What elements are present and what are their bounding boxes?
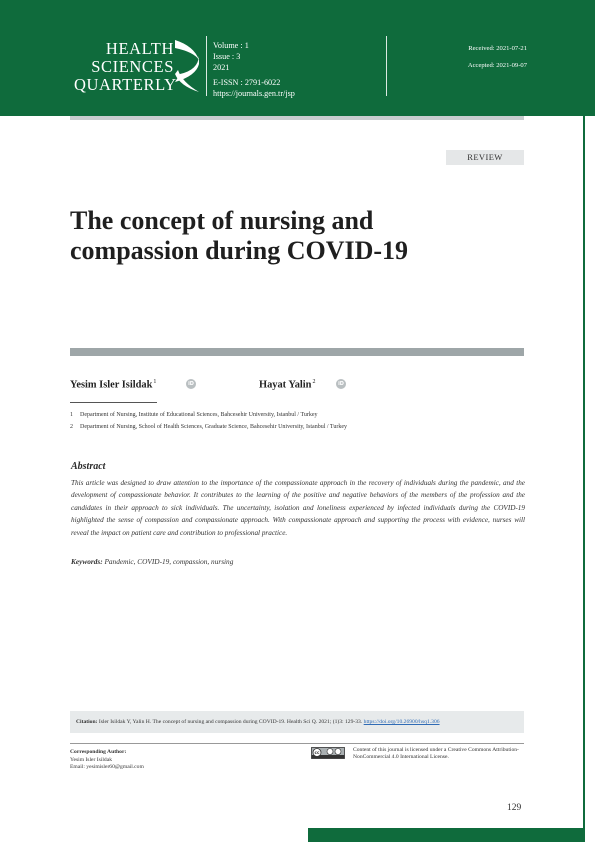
orcid-icon[interactable]: iD xyxy=(336,379,346,389)
article-type-badge: REVIEW xyxy=(446,150,524,165)
orcid-icon[interactable]: iD xyxy=(186,379,196,389)
citation-text: Isler Isildak Y, Yalin H. The concept of nursing and compassion during COVID-19. Health Sci Q. 2021; (1)3: 129-33. xyxy=(98,719,363,725)
journal-url[interactable]: https://journals.gen.tr/jsp xyxy=(213,89,295,98)
cc-by-nc-icon[interactable] xyxy=(311,747,345,759)
corresponding-author xyxy=(70,749,144,772)
corresponding-author-label: Corresponding Author: xyxy=(70,749,127,755)
author-1-name: Yesim Isler Isildak xyxy=(70,379,153,391)
abstract-heading: Abstract xyxy=(71,461,106,472)
logo-line-2: SCIENCES xyxy=(91,57,174,76)
volume-label: Volume : 1 xyxy=(213,41,249,50)
license-text: Content of this journal is licensed under a Creative Commons Attribution-NonCommercial 4.0 International License. xyxy=(353,747,519,760)
affiliation-1-number: 1 xyxy=(70,412,73,418)
corresponding-author-name: Yesim Isler Isildak xyxy=(70,756,113,763)
citation-box xyxy=(70,711,524,733)
header-rule xyxy=(70,116,524,120)
logo-line-3: QUARTERLY xyxy=(74,75,177,94)
affiliation-2-number: 2 xyxy=(70,424,73,430)
affiliation-1-text: Department of Nursing, Institute of Educational Sciences, Bahcesehir University, Istanbul / Turkey xyxy=(80,412,318,418)
footer-rule xyxy=(70,743,524,744)
article-dates xyxy=(468,40,527,74)
footer-green-bar xyxy=(308,828,585,842)
svg-text:cc: cc xyxy=(314,750,320,756)
affiliation-2-text: Department of Nursing, School of Health Sciences, Graduate Science, Bahcesehir University, Istanbul / Turkey xyxy=(80,424,348,430)
accepted-date: Accepted: 2021-09-07 xyxy=(467,62,527,69)
keywords-text: Pandemic, COVID-19, compassion, nursing xyxy=(104,557,234,566)
affiliation-2 xyxy=(70,424,347,430)
year-label: 2021 xyxy=(213,63,230,72)
author-2-name: Hayat Yalin xyxy=(259,379,312,391)
author-2-affiliation-mark: 2 xyxy=(312,379,316,385)
corresponding-author-email[interactable]: Email: yesimisler60@gmail.com xyxy=(70,764,144,770)
author-1-affiliation-mark: 1 xyxy=(153,379,157,385)
journal-logo-text xyxy=(74,39,177,94)
keywords xyxy=(71,557,233,566)
journal-logo-icon xyxy=(172,38,202,94)
citation-doi-link[interactable]: https://doi.org/10.26900/hsq1.306 xyxy=(363,719,440,725)
article-title: The concept of nursing and compassion during COVID-19 xyxy=(70,206,409,265)
logo-line-1: HEALTH xyxy=(105,39,174,58)
issue-info xyxy=(213,40,295,99)
header-divider-right xyxy=(386,36,387,96)
affiliation-1 xyxy=(70,412,318,418)
page-number: 129 xyxy=(507,803,522,813)
title-divider-band xyxy=(70,348,524,356)
author-2 xyxy=(259,379,315,390)
keywords-label: Keywords: xyxy=(71,557,103,566)
citation-label: Citation: xyxy=(76,719,98,725)
right-margin-line xyxy=(583,116,585,842)
journal-header xyxy=(0,0,595,116)
eissn-label: E-ISSN : 2791-6022 xyxy=(213,78,281,87)
affiliation-rule xyxy=(70,402,157,403)
issue-label: Issue : 3 xyxy=(213,52,241,61)
author-1 xyxy=(70,379,156,390)
header-divider-left xyxy=(206,36,207,96)
abstract-body: This article was designed to draw attention to the importance of the compassionate approach in the recovery of individuals during the pandemic, and the development of compassionate behavior. It contributes to the learning of the positive and negative behaviors of the members of the profession and the candidates in their approach to sick individuals. The uncertainty, isolation and loneliness experienced by infected individuals during the COVID-19 highlighted the sense of compassion and compassionate approach. With compassionate approach and supporting the process with evidence, nurses will reveal the impact on patient care and contribution to professional practice. xyxy=(71,479,525,537)
received-date: Received: 2021-07-21 xyxy=(468,45,527,52)
